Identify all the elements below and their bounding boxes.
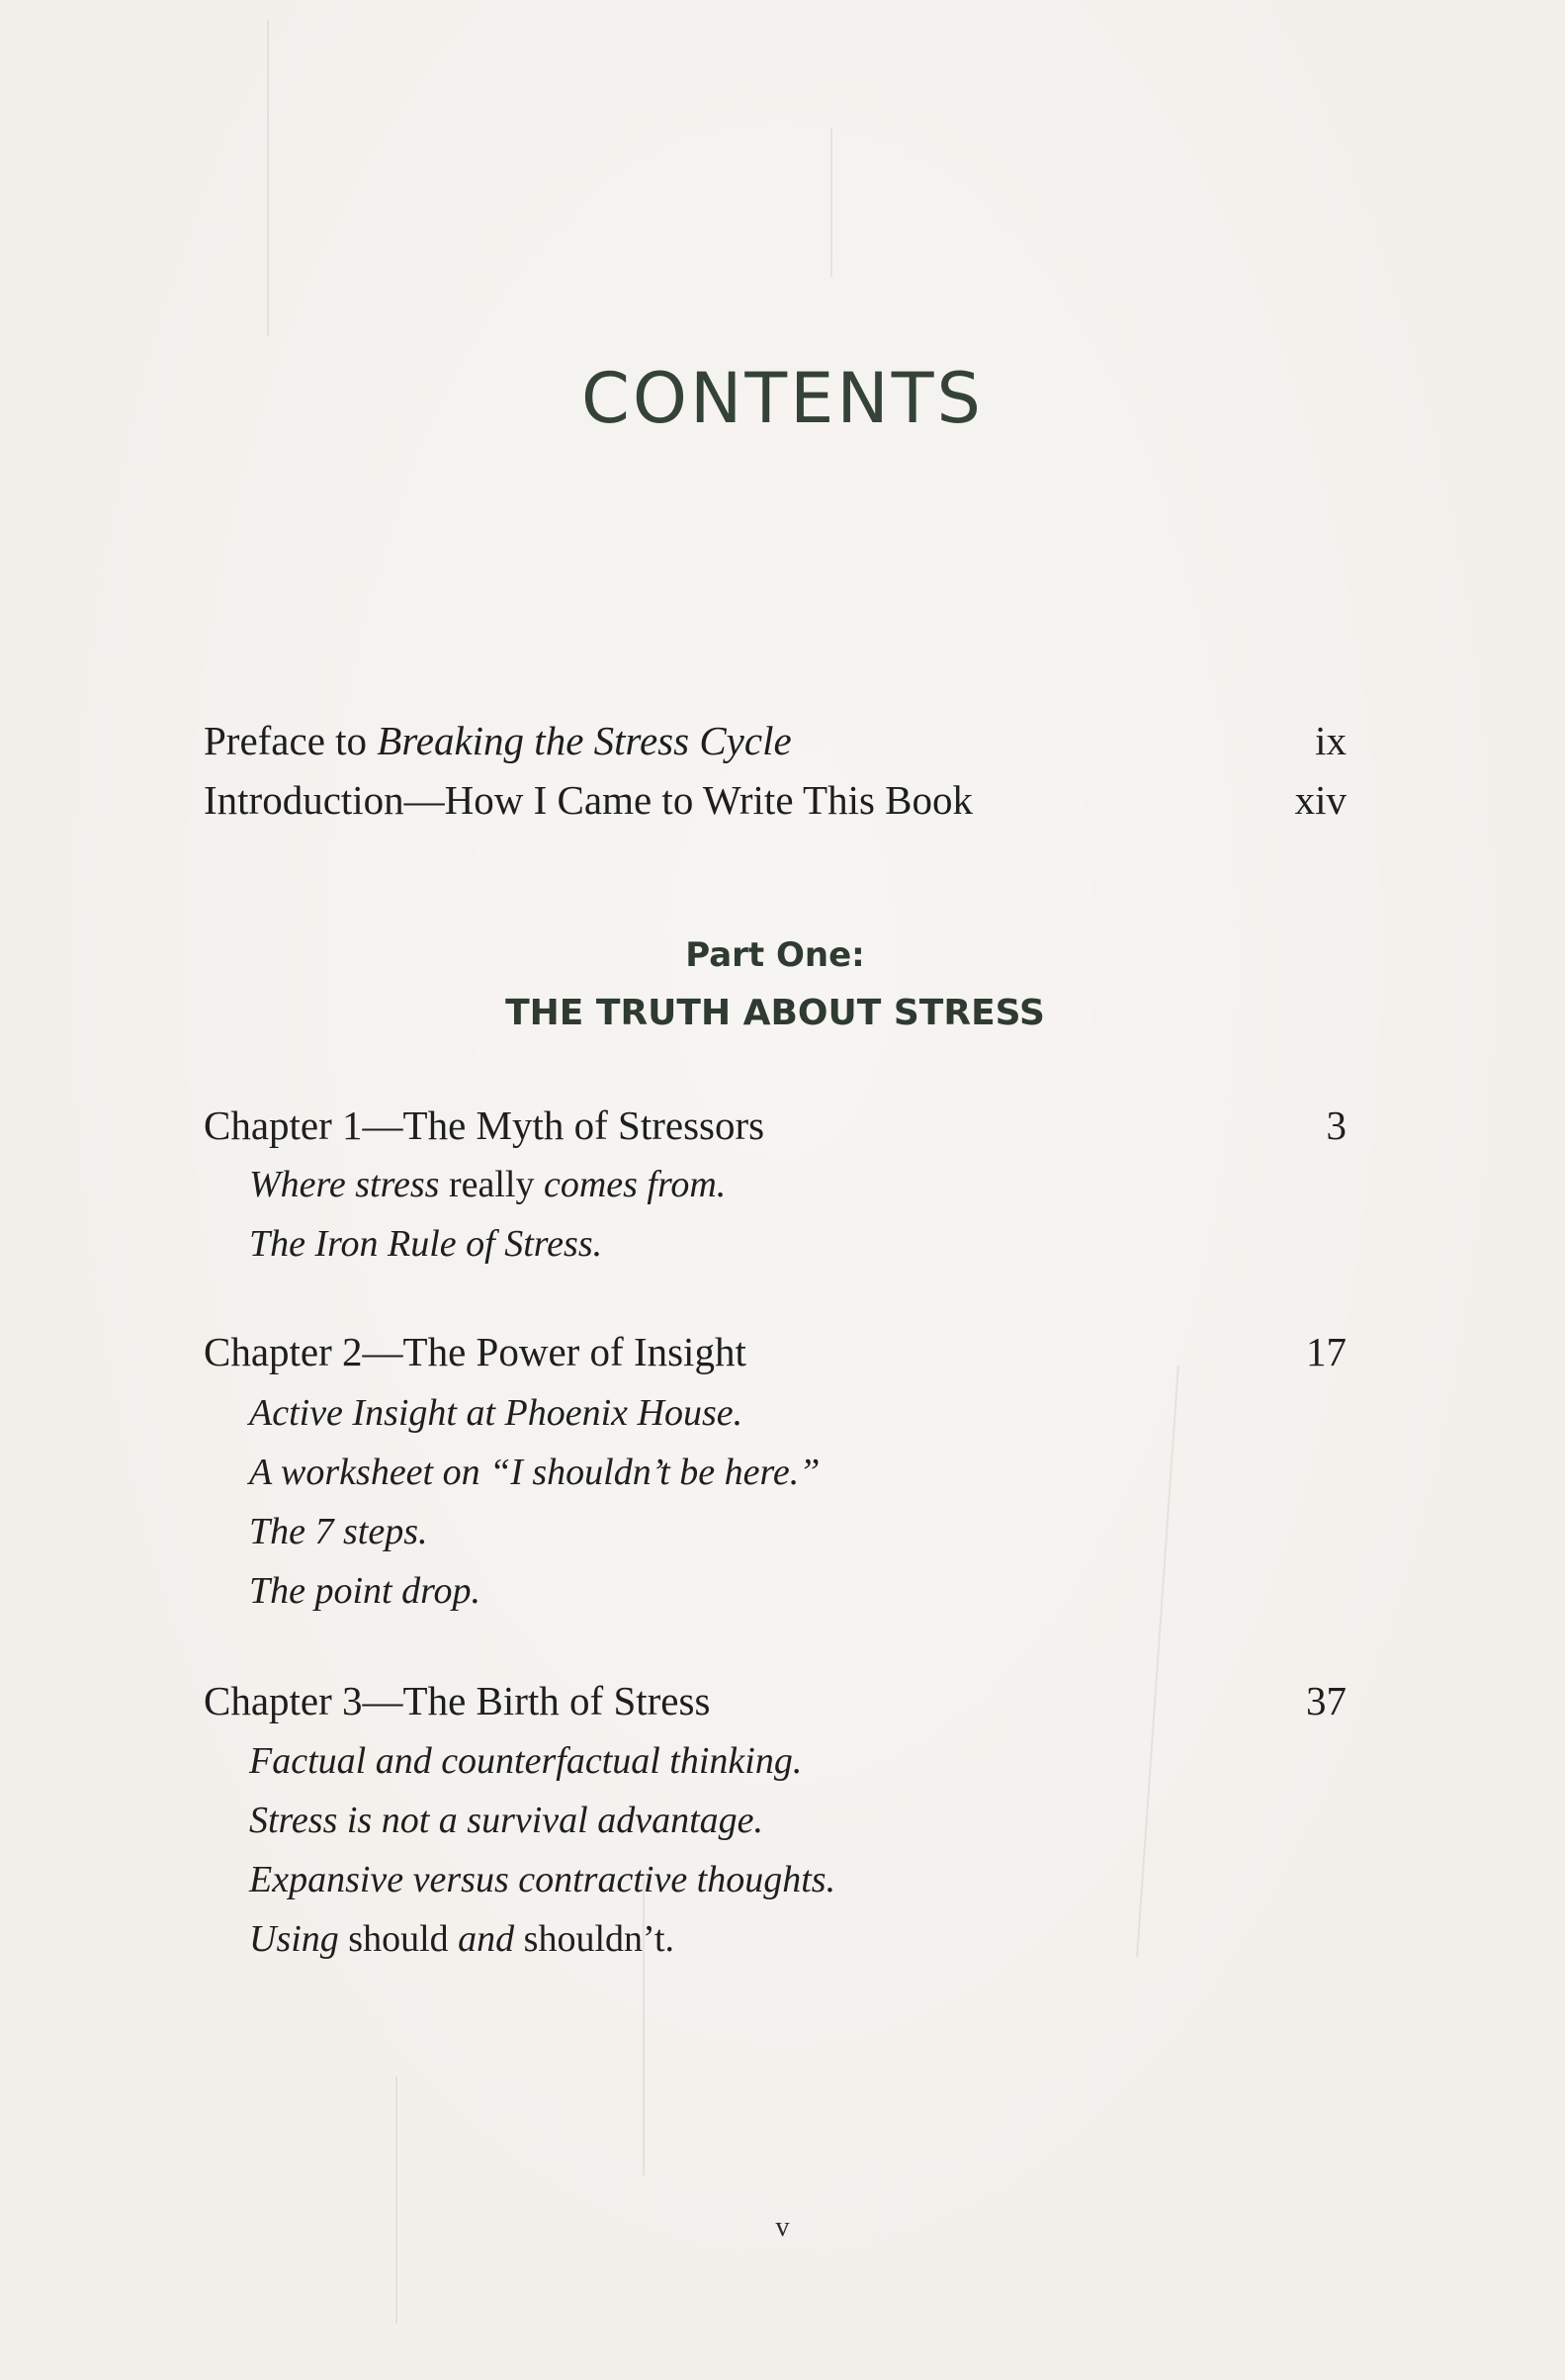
- chapter-topic: Where stress really comes from.: [249, 1164, 727, 1205]
- entry-title: Preface to Breaking the Stress Cycle: [204, 718, 792, 763]
- chapter-title: Chapter 3—The Birth of Stress: [204, 1678, 711, 1723]
- chapter-topic: Using should and shouldn’t.: [249, 1918, 675, 1960]
- entry-page-number: ix: [1315, 718, 1347, 763]
- paper-streak: [267, 20, 269, 336]
- paper-streak: [830, 129, 832, 277]
- page-number-folio: v: [775, 2212, 790, 2243]
- page-title: CONTENTS: [581, 358, 984, 439]
- chapter-topic: Active Insight at Phoenix House.: [249, 1392, 743, 1434]
- chapter-topic: Stress is not a survival advantage.: [249, 1800, 763, 1841]
- chapter-page-number: 37: [1306, 1678, 1347, 1723]
- chapter-topic: Expansive versus contractive thoughts.: [249, 1859, 836, 1900]
- chapter-title: Chapter 2—The Power of Insight: [204, 1329, 746, 1374]
- toc-entry-preface: [204, 711, 1347, 770]
- toc-entry-chapter-3: [204, 1671, 1347, 1730]
- chapter-page-number: 3: [1326, 1102, 1347, 1148]
- chapter-topic: Factual and counterfactual thinking.: [249, 1740, 803, 1782]
- toc-entry-introduction: [204, 770, 1347, 830]
- chapter-topic: The point drop.: [249, 1570, 480, 1612]
- entry-title: Introduction—How I Came to Write This Book: [204, 777, 974, 823]
- chapter-topic: A worksheet on “I shouldn’t be here.”: [249, 1452, 821, 1493]
- chapter-title: Chapter 1—The Myth of Stressors: [204, 1102, 765, 1148]
- toc-entry-chapter-2: [204, 1322, 1347, 1381]
- part-title: THE TRUTH ABOUT STRESS: [505, 993, 1045, 1033]
- entry-page-number: xiv: [1294, 777, 1347, 823]
- part-number: Part One:: [685, 935, 865, 975]
- chapter-topic: The 7 steps.: [249, 1511, 428, 1552]
- paper-streak: [395, 2076, 397, 2324]
- chapter-topic: The Iron Rule of Stress.: [249, 1223, 603, 1265]
- paper-streak: [1136, 1366, 1179, 1958]
- chapter-page-number: 17: [1306, 1329, 1347, 1374]
- toc-entry-chapter-1: [204, 1096, 1347, 1155]
